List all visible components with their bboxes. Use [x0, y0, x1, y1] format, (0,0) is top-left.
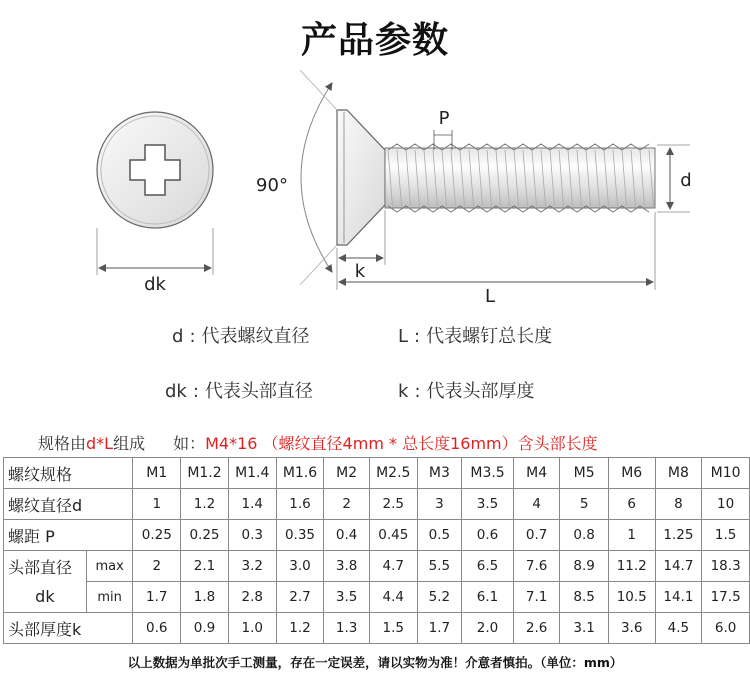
legend-dk [165, 377, 313, 403]
table-row-pitch [4, 520, 750, 551]
table-cell: M1.4 [228, 458, 276, 489]
table-cell: 2.5 [369, 489, 417, 520]
table-cell: M1.2 [181, 458, 229, 489]
legend-symbol: L [398, 326, 409, 347]
table-cell: 1.7 [417, 613, 462, 644]
head-thickness-label: k [354, 261, 366, 282]
table-cell: 1.7 [133, 582, 181, 613]
pitch-label: P [438, 108, 450, 129]
table-cell: 1.5 [702, 520, 750, 551]
page-title: 产品参数 [300, 20, 449, 61]
table-cell: 6.0 [702, 613, 750, 644]
length-label: L [484, 286, 496, 307]
table-row-dk-min [4, 582, 750, 613]
table-cell: M2 [324, 458, 370, 489]
row-label-dk-symbol [4, 582, 87, 613]
row-label-pitch: 螺距 P [4, 520, 133, 551]
table-cell: M3.5 [462, 458, 514, 489]
table-cell: 1.5 [369, 613, 417, 644]
table-cell: M4 [513, 458, 560, 489]
table-cell: 0.7 [513, 520, 560, 551]
table-cell: 3.1 [560, 613, 608, 644]
legend-symbol: k [398, 381, 409, 402]
table-cell: 2.1 [181, 551, 229, 582]
legend-k [398, 377, 535, 403]
table-cell: 0.25 [133, 520, 181, 551]
table-cell: 3.5 [324, 582, 370, 613]
legend-d [172, 322, 310, 348]
table-cell: 1.0 [228, 613, 276, 644]
table-cell: 17.5 [702, 582, 750, 613]
table-cell: 4.5 [655, 613, 702, 644]
spec-table [3, 457, 750, 644]
dk-label: dk [144, 274, 166, 295]
row-label-head-diameter-text: 头部直径 [8, 557, 73, 577]
table-cell: 2 [324, 489, 370, 520]
table-cell: 5.2 [417, 582, 462, 613]
legend-colon: : [189, 326, 196, 347]
table-cell: 2.0 [462, 613, 514, 644]
table-cell: 18.3 [702, 551, 750, 582]
table-cell: 6 [608, 489, 655, 520]
table-cell: 3.6 [608, 613, 655, 644]
spec-format-line [38, 431, 598, 454]
table-cell: M3 [417, 458, 462, 489]
diameter-label: d [680, 170, 692, 191]
row-label-size: 螺纹规格 [4, 458, 133, 489]
table-cell: 2.6 [513, 613, 560, 644]
table-cell: 6.1 [462, 582, 514, 613]
table-cell: 2.8 [228, 582, 276, 613]
spec-example-label: 如： [173, 434, 206, 453]
table-row-dk-max [4, 551, 750, 582]
table-cell: 4.4 [369, 582, 417, 613]
spec-suffix: 组成 [113, 434, 146, 453]
row-label-head-diameter [4, 551, 87, 582]
row-label-head-thickness: 头部厚度k [4, 613, 133, 644]
table-cell: 1.6 [276, 489, 324, 520]
table-cell: M6 [608, 458, 655, 489]
legend-text: 代表螺钉总长度 [426, 326, 553, 347]
table-cell: 0.45 [369, 520, 417, 551]
table-cell: 1.2 [181, 489, 229, 520]
table-cell: 1.2 [276, 613, 324, 644]
legend-colon: : [414, 381, 421, 402]
table-cell: 14.1 [655, 582, 702, 613]
spec-example: M4*16 （螺纹直径4mm * 总长度16mm）含头部长度 [205, 434, 598, 453]
table-cell: 7.6 [513, 551, 560, 582]
legend-colon: : [414, 326, 421, 347]
table-cell: 4 [513, 489, 560, 520]
legend-text: 代表螺纹直径 [201, 326, 310, 347]
table-cell: 1 [608, 520, 655, 551]
table-cell: M10 [702, 458, 750, 489]
table-cell: M5 [560, 458, 608, 489]
table-cell: 0.25 [181, 520, 229, 551]
table-cell: 1.8 [181, 582, 229, 613]
table-cell: 0.8 [560, 520, 608, 551]
table-cell: 6.5 [462, 551, 514, 582]
table-cell: 3.2 [228, 551, 276, 582]
row-sublabel-min: min [86, 582, 133, 613]
table-cell: 2 [133, 551, 181, 582]
table-row-diameter [4, 489, 750, 520]
footnote: 以上数据为单批次手工测量，存在一定误差，请以实物为准！介意者慎拍。（单位：mm） [127, 655, 623, 670]
table-cell: 8 [655, 489, 702, 520]
table-row-size [4, 458, 750, 489]
table-cell: M1 [133, 458, 181, 489]
table-cell: 0.3 [228, 520, 276, 551]
table-cell: 8.9 [560, 551, 608, 582]
screw-side-view [300, 70, 690, 290]
table-cell: 1 [133, 489, 181, 520]
table-cell: 3 [417, 489, 462, 520]
table-row-head-thickness [4, 613, 750, 644]
row-label-diameter: 螺纹直径d [4, 489, 133, 520]
legend-text: 代表头部直径 [204, 381, 313, 402]
legend-symbol: d [172, 326, 184, 347]
table-cell: 0.6 [462, 520, 514, 551]
legend-text: 代表头部厚度 [426, 381, 535, 402]
legend-symbol: dk [165, 381, 187, 402]
table-cell: 0.9 [181, 613, 229, 644]
table-cell: M2.5 [369, 458, 417, 489]
legend-L [398, 322, 552, 348]
table-cell: 8.5 [560, 582, 608, 613]
row-label-dk-symbol-text: dk [35, 587, 55, 607]
table-cell: 0.6 [133, 613, 181, 644]
table-cell: 10.5 [608, 582, 655, 613]
table-cell: 1.3 [324, 613, 370, 644]
table-cell: 1.25 [655, 520, 702, 551]
table-cell: 1.4 [228, 489, 276, 520]
spec-formula: d*L [86, 434, 114, 453]
table-cell: 5.5 [417, 551, 462, 582]
row-sublabel-max: max [86, 551, 133, 582]
spec-prefix: 规格由 [38, 434, 87, 453]
table-cell: 0.5 [417, 520, 462, 551]
table-cell: 10 [702, 489, 750, 520]
legend-colon: : [192, 381, 199, 402]
table-cell: 0.35 [276, 520, 324, 551]
table-cell: 4.7 [369, 551, 417, 582]
table-cell: 7.1 [513, 582, 560, 613]
table-cell: 11.2 [608, 551, 655, 582]
angle-label: 90° [256, 175, 288, 196]
table-cell: M1.6 [276, 458, 324, 489]
table-cell: 3.5 [462, 489, 514, 520]
table-cell: 2.7 [276, 582, 324, 613]
table-cell: 3.8 [324, 551, 370, 582]
table-cell: 14.7 [655, 551, 702, 582]
table-cell: 5 [560, 489, 608, 520]
table-cell: 3.0 [276, 551, 324, 582]
head-top-view [97, 112, 213, 275]
table-cell: 0.4 [324, 520, 370, 551]
table-cell: M8 [655, 458, 702, 489]
